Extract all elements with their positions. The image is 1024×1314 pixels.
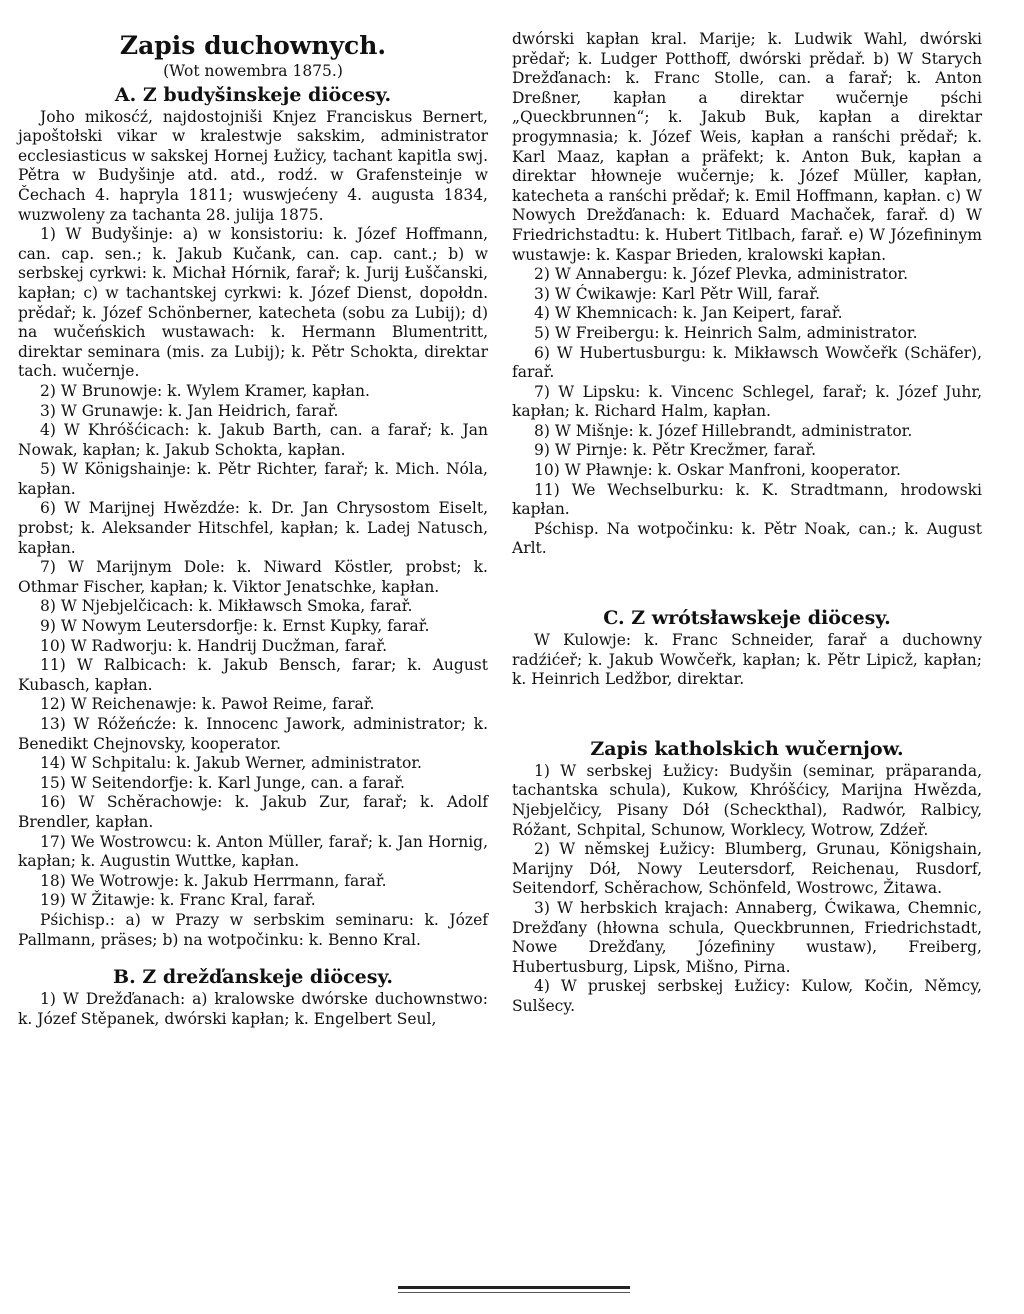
list-item: 9) W Pirnje: k. Pětr Krecžmer, farař. — [534, 441, 817, 460]
list-item: 12) W Reichenawje: k. Pawoł Reime, farař. — [40, 695, 375, 714]
list-item: 8) W Mišnje: k. Józef Hillebrandt, administrator. — [534, 421, 913, 440]
end-rule-thin — [398, 1292, 630, 1293]
list-item: 2) W Annabergu: k. Józef Plevka, administrator. — [534, 265, 909, 284]
list-item: 18) We Wotrowje: k. Jakub Herrmann, farař. — [40, 871, 387, 890]
list-item: 3) W herbskich krajach: Annaberg, Ćwikawa, Chemnic, Drežďany (hłowna schula, Queckbrunnen, Friedrichstadt, Nowe Drežďany, Józefininy wustaw), Freiberg, Hubertusburg, Lipsk, Mišno, Pirna. — [512, 898, 982, 976]
left-column — [18, 30, 488, 1029]
list-item: 14) W Schpitalu: k. Jakub Werner, administrator. — [40, 754, 422, 773]
section-a-heading: A. Z budyšinskeje diöcesy. — [114, 83, 392, 106]
intro-paragraph: Joho mikosćź, najdostojniši Knjez Franciskus Bernert, japoštołski vikar w kralestwje sakskim, administrator ecclesiasticus w sakskej Hornej Łužicy, tachant kapitla swj. Pětra w Budyšinje atd. atd., rodź. w Grafensteinje w Čechach 4. hapryla 1811; wuswjećeny 4. augusta 1834, wuzwoleny za tachanta 28. julija 1875. — [18, 107, 488, 224]
list-item: 10) W Pławnje: k. Oskar Manfroni, kooperator. — [534, 461, 901, 480]
list-item: 6) W Hubertusburgu: k. Mikławsch Wowčeřk (Schäfer), farař. — [512, 343, 982, 382]
list-item: 11) W Ralbicach: k. Jakub Bensch, farar; k. August Kubasch, kapłan. — [18, 656, 488, 694]
list-item: 11) We Wechselburku: k. K. Stradtmann, hrodowski kapłan. — [512, 480, 982, 519]
list-item: 3) W Ćwikawje: Karl Pětr Will, farař. — [534, 284, 821, 303]
list-item: 16) W Schěrachowje: k. Jakub Zur, farař; k. Adolf Brendler, kapłan. — [18, 793, 488, 831]
list-item: 5) W Freibergu: k. Heinrich Salm, administrator. — [534, 323, 918, 342]
list-item: 1) W serbskej Łužicy: Budyšin (seminar, präparanda, tachantska schula), Kukow, Khróšćicy, Marijna Hwězda, Njebjelčicy, Pisany Dół (Scheckthal), Radwór, Ralbicy, Róžant, Schpital, Schunow, Worklecy, Wotrow, Zdźeř. — [512, 761, 982, 839]
list-item: 7) W Marijnym Dole: k. Niward Köstler, probst; k. Othmar Fischer, kapłan; k. Viktor Jenatschke, kapłan. — [18, 558, 488, 596]
document-title: Zapis duchownych. — [119, 31, 387, 60]
list-item: 4) W Khemnicach: k. Jan Keipert, farař. — [534, 304, 843, 323]
list-item: 15) W Seitendorfje: k. Karl Junge, can. a farař. — [40, 773, 405, 792]
list-item: 8) W Njebjelčicach: k. Mikławsch Smoka, farař. — [40, 597, 413, 616]
list-item: 2) W Brunowje: k. Wylem Kramer, kapłan. — [40, 381, 370, 400]
list-item: 7) W Lipsku: k. Vincenc Schlegel, farař; k. Józef Juhr, kapłan; k. Richard Halm, kapłan. — [512, 382, 982, 421]
right-column — [512, 30, 982, 1017]
list-item: 4) W pruskej serbskej Łužicy: Kulow, Kočin, Němcy, Sulšecy. — [512, 977, 982, 1015]
list-item: 1) W Budyšinje: a) w konsistoriu: k. Józef Hoffmann, can. cap. sen.; k. Jakub Kučank, can. cap. cant.; b) w serbskej cyrkwi: k. Michał Hórnik, farař; k. Jurij Łuščanski, kapłan; c) w tachantskej cyrkwi: k. Józef Dienst, dopołdn. prědař; k. Józef Schönberner, katecheta (sobu za Lubij); d) na wučeńskich wustawach: k. Hermann Blumentritt, direktar seminara (mis. za Lubij); k. Pětr Schokta, direktar tach. wučernje. — [18, 225, 488, 381]
list-item: 19) W Žitawje: k. Franc Kral, farař. — [40, 891, 316, 910]
schools-heading: Zapis katholskich wučernjow. — [590, 737, 904, 760]
list-item: 4) W Khróšćicach: k. Jakub Barth, can. a farař; k. Jan Nowak, kapłan; k. Jakub Schokta, kapłan. — [18, 421, 488, 459]
list-item: 10) W Radworju: k. Handrij Ducžman, farař. — [40, 636, 387, 655]
list-item: 5) W Königshainje: k. Pětr Richter, farař; k. Mich. Nóla, kapłan. — [18, 460, 488, 498]
section-b-note: Pśchisp. Na wotpočinku: k. Pětr Noak, can.; k. August Arlt. — [512, 519, 982, 558]
date-line: (Wot nowembra 1875.) — [163, 62, 343, 80]
list-item: 13) W Róžeńcźe: k. Innocenc Jawork, administrator; k. Benedikt Chejnovsky, kooperator. — [18, 715, 488, 753]
section-c-heading: C. Z wrótsławskeje diöcesy. — [603, 607, 891, 630]
section-a-note: Pśichisp.: a) w Prazy w serbskim seminaru: k. Józef Pallmann, präses; b) na wotpočinku: k. Benno Kral. — [18, 910, 488, 949]
section-b-start: 1) W Drežďanach: a) kralowske dwórske duchownstwo: k. Józef Stěpanek, dwórski kapłan; k. Engelbert Seul, — [18, 990, 488, 1028]
list-item: 3) W Grunawje: k. Jan Heidrich, farař. — [40, 401, 339, 420]
end-rule — [398, 1286, 630, 1289]
section-b-heading: B. Z drežďanskeje diöcesy. — [113, 966, 393, 989]
section-c-text: W Kulowje: k. Franc Schneider, farař a duchowny radźićeř; k. Jakub Wowčeřk, kapłan; k. Pětr Lipicž, kapłan; k. Heinrich Ledžbor, direktar. — [512, 631, 982, 689]
section-b-continuation: dwórski kapłan kral. Marije; k. Ludwik Wahl, dwórski prědař; k. Ludger Potthoff, dwórski prědař. b) W Starych Drežďanach: k. Franc Stolle, can. a farař; k. Anton Dreßner, kapłan a direktar wučernje pśchi „Queckbrunnen“; k. Jakub Buk, kapłan a direktar progymnasia; k. Józef Weis, kapłan a ranśchi prědař; k. Karl Maaz, kapłan a präfekt; k. Anton Buk, kapłan a direktar hłowneje wučernje; k. Józef Müller, kapłan, katecheta a ranśchi prědař; k. Emil Hoffmann, kapłan. c) W Nowych Drežďanach: k. Eduard Machaček, farař. d) W Friedrichstadtu: k. Hubert Titlbach, farař. e) W Józefininym wustawje: k. Kaspar Brieden, kralowski kapłan. — [512, 30, 982, 264]
list-item: 6) W Marijnej Hwězdźe: k. Dr. Jan Chrysostom Eiselt, probst; k. Aleksander Hitschfel, kapłan; k. Ladej Natusch, kapłan. — [18, 499, 488, 557]
list-item: 9) W Nowym Leutersdorfje: k. Ernst Kupky, farař. — [40, 617, 430, 636]
list-item: 2) W němskej Łužicy: Blumberg, Grunau, Königshain, Marijny Dół, Nowy Leutersdorf, Reichenau, Rusdorf, Seitendorf, Schěrachow, Schönfeld, Wostrowc, Žitawa. — [512, 840, 982, 898]
list-item: 17) We Wostrowcu: k. Anton Müller, farař; k. Jan Hornig, kapłan; k. Augustin Wuttke, kapłan. — [18, 832, 488, 871]
